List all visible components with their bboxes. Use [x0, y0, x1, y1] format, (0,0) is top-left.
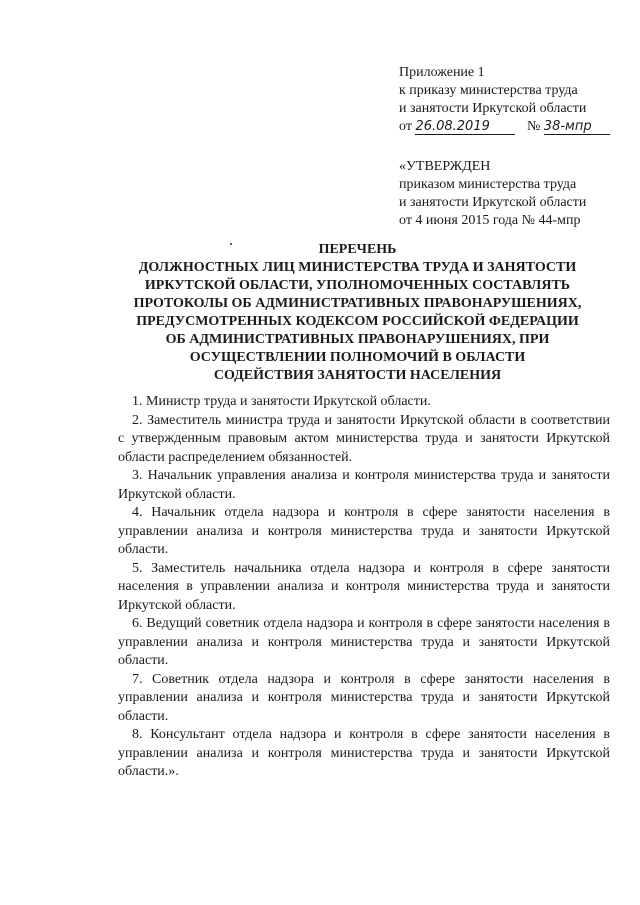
- approved-block: [399, 158, 629, 230]
- appendix-date-line: [399, 118, 629, 136]
- list-item: 5. Заместитель начальника отдела надзора и контроля в сфере занятости населения в управлении анализа и контроля министерства труда и занятости Иркутской области.: [118, 560, 610, 613]
- approved-heading: «УТВЕРЖДЕН: [399, 159, 491, 174]
- title-line: ДОЛЖНОСТНЫХ ЛИЦ МИНИСТЕРСТВА ТРУДА И ЗАНЯТОСТИ: [138, 260, 577, 275]
- list-item: 7. Советник отдела надзора и контроля в сфере занятости населения в управлении анализа и контроля министерства труда и занятости Иркутской области.: [118, 671, 610, 724]
- approved-date: от 4 июня 2015 года № 44-мпр: [399, 213, 581, 228]
- list-item: 4. Начальник отдела надзора и контроля в сфере занятости населения в управлении анализа и контроля министерства труда и занятости Иркутской области.: [118, 505, 610, 557]
- list-item: 3. Начальник управления анализа и контроля министерства труда и занятости Иркутской области.: [118, 468, 610, 502]
- handwritten-date: 26.08.2019: [415, 120, 515, 135]
- positions-list: [118, 393, 610, 782]
- appendix-block: [399, 64, 629, 136]
- approved-order: приказом министерства труда: [399, 177, 577, 192]
- appendix-order-ref: к приказу министерства труда: [399, 83, 578, 98]
- document-title: [95, 241, 620, 385]
- number-prefix: №: [526, 119, 541, 134]
- list-item: 2. Заместитель министра труда и занятости Иркутской области в соответствии с утвержденным правовым актом министерства труда и занятости Иркутской области распределением обязанностей.: [118, 412, 610, 465]
- date-prefix: от: [399, 119, 412, 134]
- title-line: СОДЕЙСТВИЯ ЗАНЯТОСТИ НАСЕЛЕНИЯ: [213, 368, 502, 383]
- list-item: 1. Министр труда и занятости Иркутской области.: [132, 394, 431, 409]
- list-item: 8. Консультант отдела надзора и контроля в сфере занятости населения в управлении анализа и контроля министерства труда и занятости Иркутской области.».: [118, 727, 610, 779]
- appendix-title: Приложение 1: [399, 65, 485, 80]
- approved-ministry: и занятости Иркутской области: [399, 195, 587, 210]
- title-line: ОСУЩЕСТВЛЕНИИ ПОЛНОМОЧИЙ В ОБЛАСТИ: [189, 350, 526, 365]
- title-line: ПРОТОКОЛЫ ОБ АДМИНИСТРАТИВНЫХ ПРАВОНАРУШЕНИЯХ,: [133, 296, 582, 311]
- title-line: ИРКУТСКОЙ ОБЛАСТИ, УПОЛНОМОЧЕННЫХ СОСТАВЛЯТЬ: [144, 278, 571, 293]
- list-item: 6. Ведущий советник отдела надзора и контроля в сфере занятости населения в управлении анализа и контроля министерства труда и занятости Иркутской области.: [118, 616, 610, 668]
- title-line: ПЕРЕЧЕНЬ: [318, 242, 397, 257]
- appendix-ministry: и занятости Иркутской области: [399, 101, 587, 116]
- handwritten-number: 38-мпр: [544, 120, 610, 135]
- title-line: ПРЕДУСМОТРЕННЫХ КОДЕКСОМ РОССИЙСКОЙ ФЕДЕРАЦИИ: [136, 314, 579, 329]
- title-line: ОБ АДМИНИСТРАТИВНЫХ ПРАВОНАРУШЕНИЯХ, ПРИ: [165, 332, 550, 347]
